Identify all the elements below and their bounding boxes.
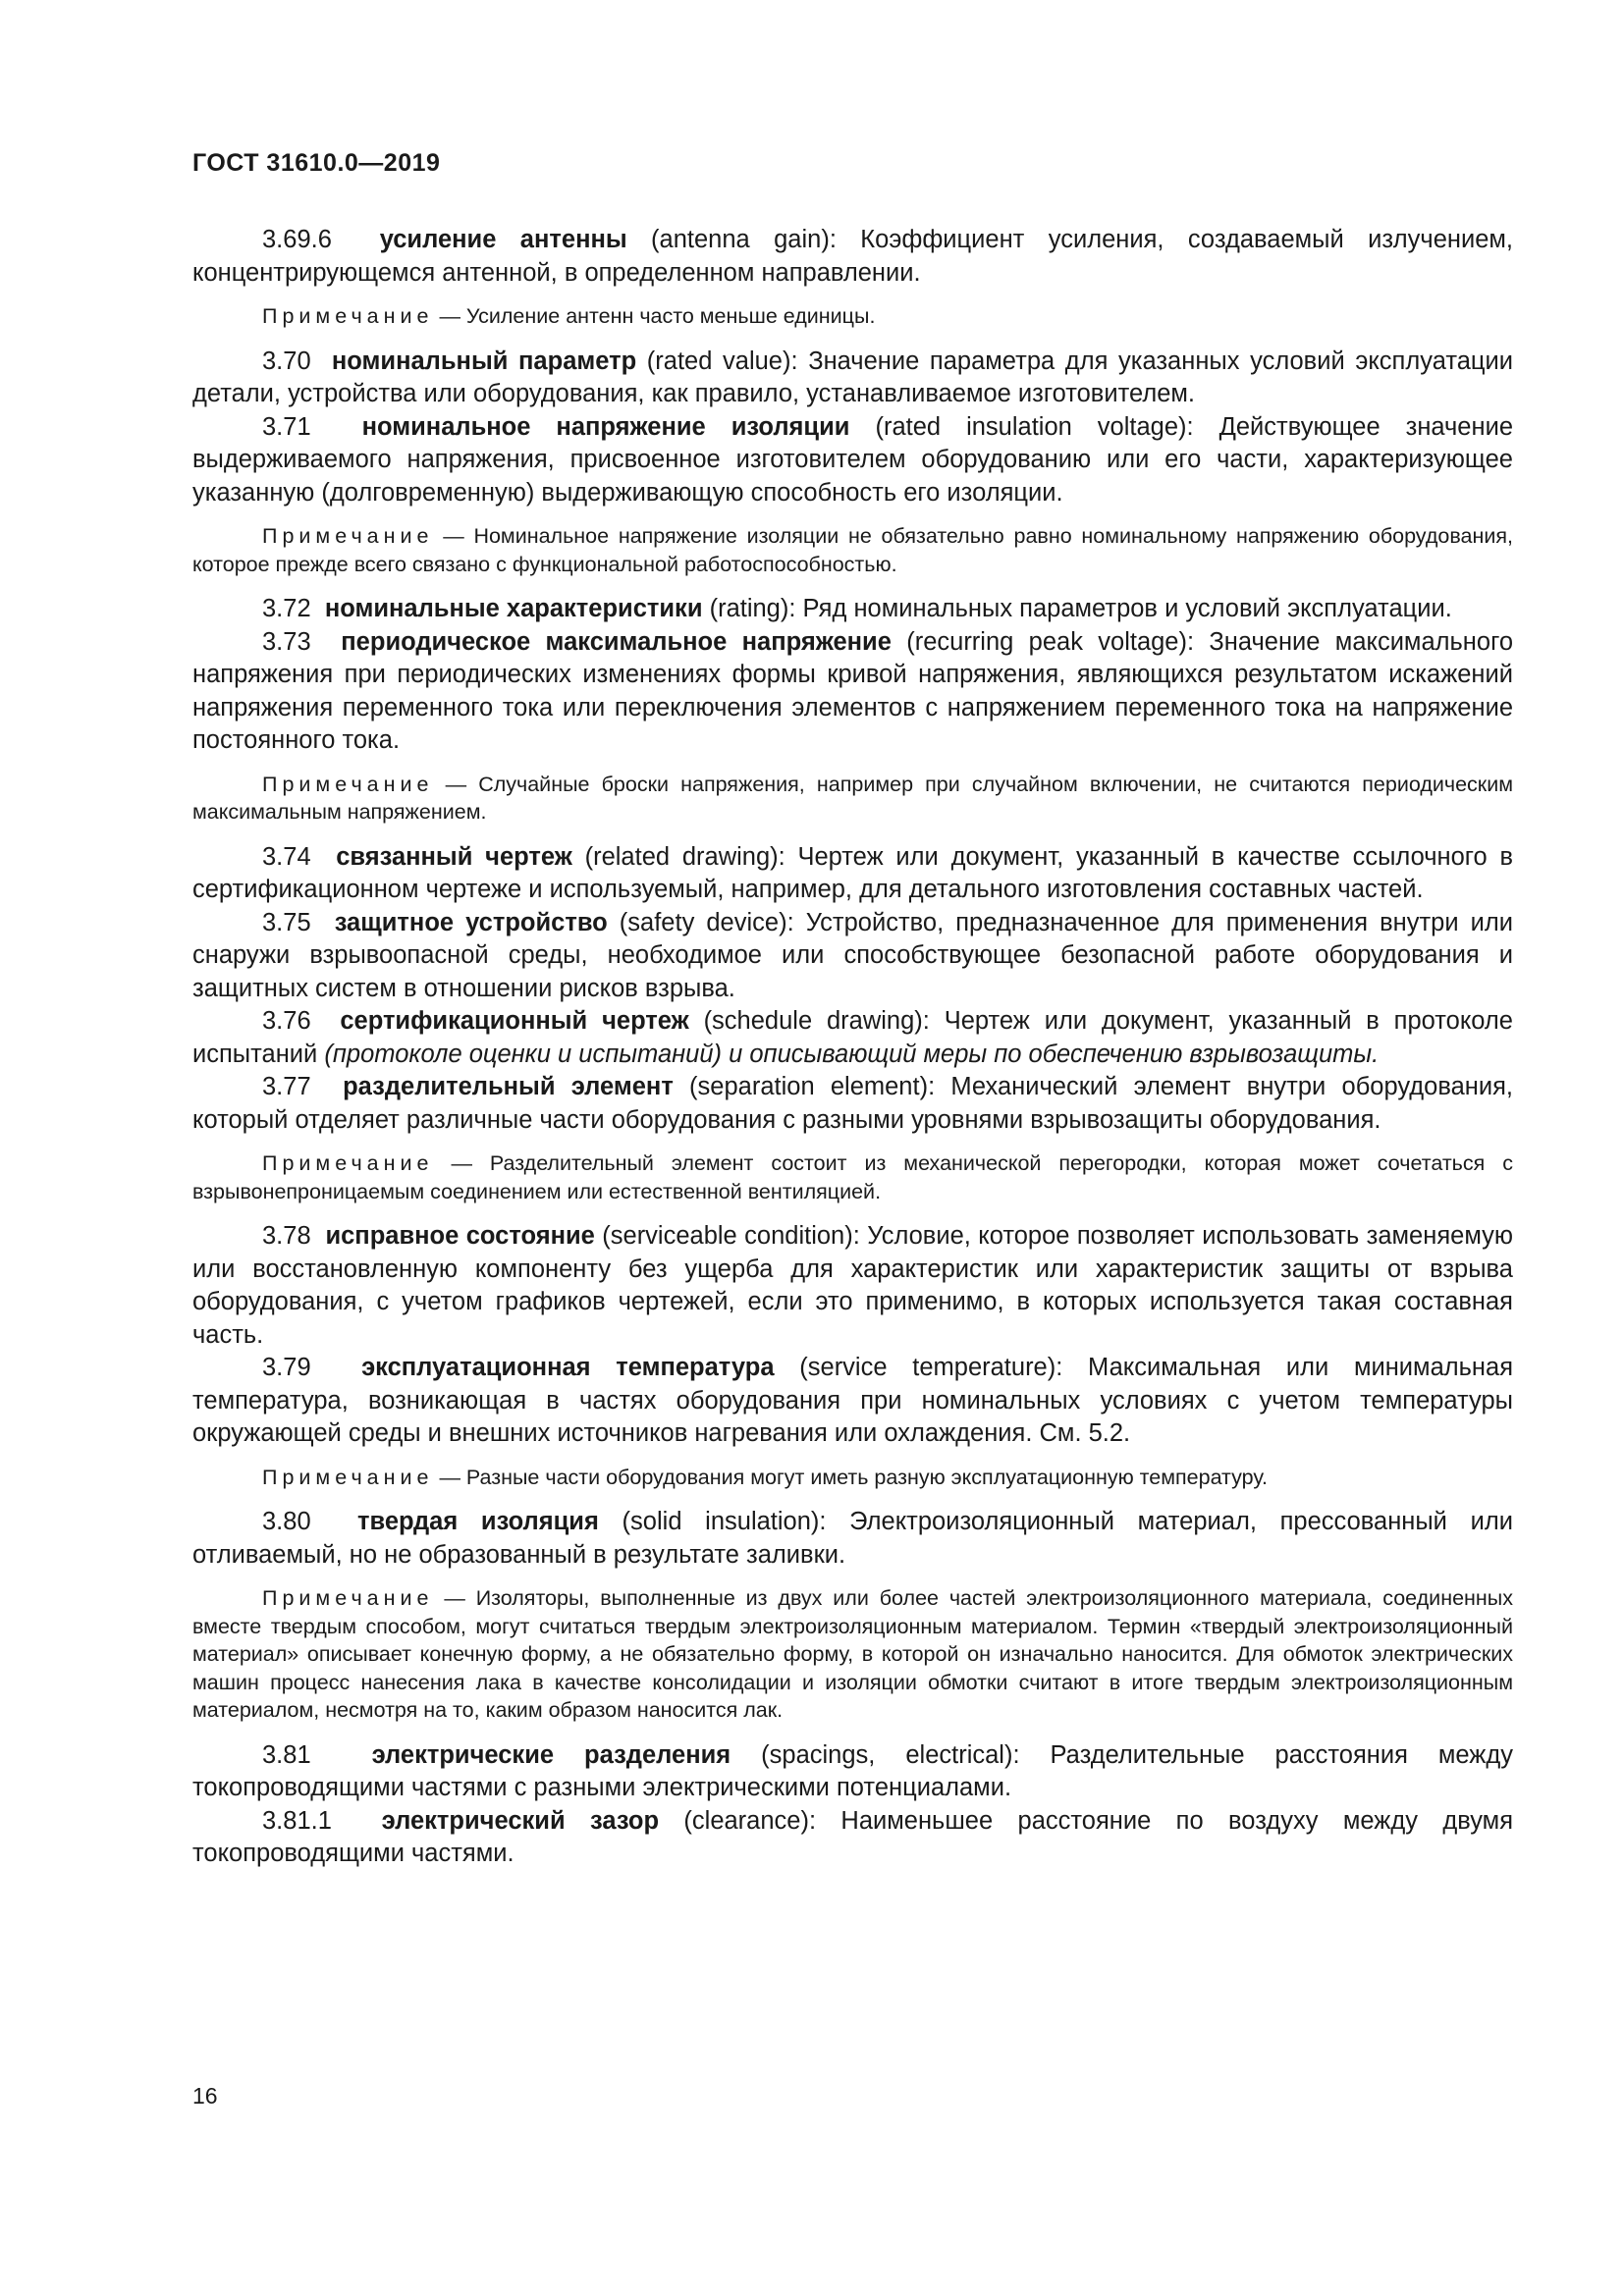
document-header: ГОСТ 31610.0—2019 (192, 149, 441, 177)
term-name: электрические разделения (371, 1740, 731, 1769)
note-label: Примечание (262, 1465, 434, 1489)
note-text: — Разделительный элемент состоит из механической перегородки, которая может сочетаться с взрывонепроницаемым соединением или естественной вентиляцией. (192, 1151, 1513, 1203)
term-definition: (spacings, electrical): Разделительные расстояния между токопроводящими частями с разными электрическими потенциалами. (192, 1740, 1513, 1801)
term-name: усиление антенны (379, 226, 627, 253)
term-number: 3.79 (262, 1354, 311, 1381)
term-number: 3.78 (262, 1222, 311, 1250)
note (192, 302, 1513, 331)
term-definition: (antenna gain): Коэффициент усиления, создаваемый излучением, концентрирующемся антенной, в определенном направлении. (192, 226, 1513, 287)
term-entry (192, 1071, 1513, 1137)
term-entry (192, 1506, 1513, 1572)
note (192, 1584, 1513, 1725)
term-definition: (serviceable condition): Условие, которое позволяет использовать заменяемую или восстановленную компоненту без ущерба для характеристик или характеристик защиты от взрыва оборудования, с учетом графиков чертежей, если это применимо, в которых используется такая составная часть. (192, 1222, 1514, 1349)
term-number: 3.71 (262, 412, 311, 441)
term-entry (192, 1805, 1513, 1871)
term-entry (192, 626, 1513, 758)
term-number: 3.75 (262, 908, 311, 936)
term-name: разделительный элемент (343, 1073, 674, 1100)
term-number: 3.76 (262, 1007, 311, 1035)
term-entry (192, 1352, 1513, 1451)
term-entry (192, 593, 1513, 626)
note-text: — Случайные броски напряжения, например при случайном включении, не считаются периодическим максимальным напряжением. (192, 772, 1513, 824)
note-label: Примечание (262, 1151, 434, 1175)
document-body (192, 224, 1513, 1871)
term-entry (192, 346, 1513, 411)
term-number: 3.72 (262, 595, 311, 622)
term-name: номинальные характеристики (324, 595, 703, 622)
term-definition-italic: (протоколе оценки и испытаний) и описывающий меры по обеспечению взрывозащиты. (324, 1040, 1380, 1068)
term-number: 3.70 (262, 347, 311, 375)
term-definition: (recurring peak voltage): Значение максимального напряжения при периодических изменениях формы кривой напряжения, являющихся результатом искажений напряжения переменного тока или переключения элементов с напряжением переменного тока на напряжение постоянного тока. (192, 627, 1513, 754)
term-definition: (service temperature): Максимальная или минимальная температура, возникающая в частях оборудования при номинальных условиях с учетом температуры окружающей среды и внешних источников нагревания или охлаждения. См. 5.2. (192, 1354, 1514, 1447)
term-definition: (rating): Ряд номинальных параметров и условий эксплуатации. (702, 595, 1452, 622)
note-label: Примечание (262, 304, 434, 328)
term-definition: (rated value): Значение параметра для указанных условий эксплуатации детали, устройства или оборудования, как правило, устанавливаемое изготовителем. (192, 347, 1513, 407)
note (192, 1464, 1513, 1492)
term-name: электрический зазор (381, 1806, 660, 1835)
note-label: Примечание (262, 524, 434, 548)
page-number: 16 (192, 2083, 218, 2109)
term-entry (192, 907, 1513, 1006)
term-definition: (related drawing): Чертеж или документ, указанный в качестве ссылочного в сертификационном чертеже и используемый, например, для детального изготовления составных частей. (192, 842, 1513, 903)
term-definition: (schedule drawing): Чертеж или документ, указанный в протоколе испытаний (192, 1007, 1513, 1068)
term-name: периодическое максимальное напряжение (341, 627, 892, 656)
term-number: 3.73 (262, 627, 311, 656)
term-entry (192, 224, 1513, 290)
term-entry (192, 1739, 1513, 1805)
term-entry (192, 1005, 1513, 1071)
note (192, 1149, 1513, 1205)
term-number: 3.80 (262, 1508, 311, 1535)
term-name: твердая изоляция (357, 1508, 599, 1535)
note (192, 771, 1513, 827)
term-entry (192, 411, 1513, 510)
note-text: — Номинальное напряжение изоляции не обязательно равно номинальному напряжению оборудования, которое прежде всего связано с функциональной работоспособностью. (192, 524, 1513, 576)
term-definition: (rated insulation voltage): Действующее значение выдерживаемого напряжения, присвоенное изготовителем оборудованию или его части, характеризующее указанную (долговременную) выдерживающую способность его изоляции. (192, 412, 1513, 507)
term-name: номинальный параметр (331, 347, 637, 375)
note-label: Примечание (262, 772, 434, 796)
term-definition: (safety device): Устройство, предназначенное для применения внутри или снаружи взрывоопасной среды, необходимое или способствующее безопасной работе оборудования и защитных систем в отношении рисков взрыва. (192, 908, 1513, 1002)
note-text: — Усиление антенн часто меньше единицы. (439, 304, 876, 328)
note-text: — Разные части оборудования могут иметь разную эксплуатационную температуру. (439, 1465, 1268, 1489)
term-number: 3.81.1 (262, 1806, 332, 1835)
term-name: сертификационный чертеж (340, 1007, 689, 1035)
term-number: 3.74 (262, 842, 311, 871)
term-entry (192, 841, 1513, 907)
term-definition: (separation element): Механический элемент внутри оборудования, который отделяет различные части оборудования с разными уровнями взрывозащиты оборудования. (192, 1073, 1514, 1134)
term-entry (192, 1220, 1513, 1352)
note (192, 522, 1513, 578)
note-label: Примечание (262, 1586, 434, 1610)
term-number: 3.69.6 (262, 226, 332, 253)
term-name: номинальное напряжение изоляции (361, 412, 850, 441)
term-definition: (clearance): Наименьшее расстояние по воздуху между двумя токопроводящими частями. (192, 1806, 1514, 1867)
term-name: связанный чертеж (336, 842, 572, 871)
term-name: исправное состояние (325, 1222, 595, 1250)
term-name: защитное устройство (334, 908, 608, 936)
term-number: 3.81 (262, 1740, 311, 1769)
term-name: эксплуатационная температура (361, 1354, 775, 1381)
term-number: 3.77 (262, 1073, 311, 1100)
term-definition: (solid insulation): Электроизоляционный материал, прессованный или отливаемый, но не образованный в результате заливки. (192, 1508, 1513, 1569)
note-text: — Изоляторы, выполненные из двух или более частей электроизоляционного материала, соединенных вместе твердым способом, могут считаться твердым электроизоляционным материалом. Термин «твердый электроизоляционный материал» описывает конечную форму, а не обязательно форму, в которой он изначально наносится. Для обмоток электрических машин процесс нанесения лака в качестве консолидации и изоляции обмотки считают в итоге твердым электроизоляционным материалом, несмотря на то, каким образом наносится лак. (192, 1586, 1513, 1722)
